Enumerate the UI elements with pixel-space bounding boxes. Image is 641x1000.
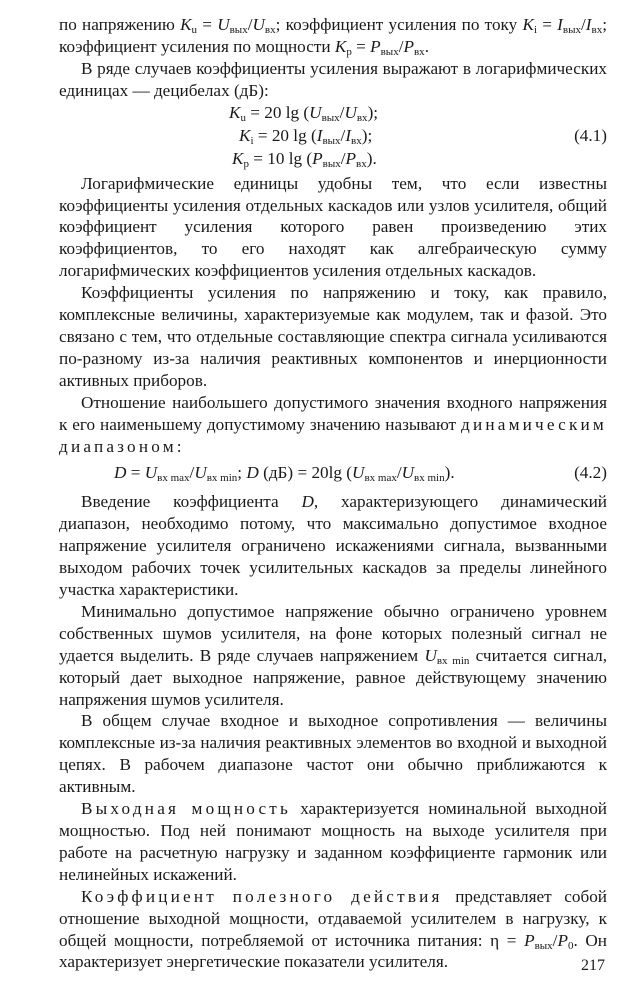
paragraph-8: В общем случае входное и выходное сопротивления — величины комплексные из-за наличия реактивных элементов во входной и выходной цепях. В рабочем диапазоне частот они обычно приближаются к активным. xyxy=(59,711,607,797)
equation-4-2: $D = U_{вх max}/U_{вх min}$; D (дБ) = 20lg $(U_{вх max}/U_{вх min})$. (4.2) xyxy=(114,463,607,485)
term-efficiency: Коэффициент полезного действия xyxy=(81,886,443,906)
paragraph-6: Введение коэффициента D, характеризующего динамический диапазон, необходимо потому, что максимально допустимое входное напряжение усилителя ограничено искажениями сигнала, вызванными выходом рабочих точек усилительных каскадов за пределы линейного участка характеристики. xyxy=(59,492,608,600)
paragraph-1: по напряжению $K_u = U_{вых}/U_{вх}$; коэффициент усиления по току $K_i = I_{вых}/I_{вх}$; коэффициент усиления по мощности $K_p = P_{вых}/P_{вх}$. xyxy=(59,15,607,58)
equation-number-4-1: (4.1) xyxy=(574,125,607,145)
page-body xyxy=(59,14,607,973)
term-dynamic-range: динамическим диапазоном xyxy=(59,414,607,456)
equation-line-kp: $K_p = 10$ $\lg (P_{вых}/P_{вх})$. xyxy=(232,148,377,170)
page-number: 217 xyxy=(581,957,605,974)
paragraph-7: Минимально допустимое напряжение обычно ограничено уровнем собственных шумов усилителя, на фоне которых полезный сигнал не удается выделить. В ряде случаев напряжением $U_{вх min}$ считается сигнал, который дает выходное напряжение, равное действующему значению напряжения шумов усилителя. xyxy=(59,601,608,709)
paragraph-3: Логарифмические единицы удобны тем, что если известны коэффициенты усиления отдельных каскадов или узлов усилителя, общий коэффициент усиления которого равен произведению этих коэффициентов, то его находят как алгебраическую сумму логарифмических коэффициентов усиления отдельных каскадов. xyxy=(59,173,607,281)
equation-line-ki: $K_i = 20$ $\lg (I_{вых}/I_{вх})$; xyxy=(239,125,373,147)
paragraph-10: Коэффициент полезного действия представляет собой отношение выходной мощности, отдаваемой усилителем в нагрузку, к общей мощности, потребляемой от источника питания: $\eta = P_{вых}/P_0$. Он характеризует энергетические показатели усилителя. xyxy=(59,886,607,972)
paragraph-4: Коэффициенты усиления по напряжению и току, как правило, комплексные величины, характеризуемые как модулем, так и фазой. Это связано с тем, что отдельные составляющие спектра сигнала усиливаются по-разному из-за наличия реактивных компонентов и инерционности активных приборов. xyxy=(59,283,607,390)
term-output-power: Выходная мощность xyxy=(81,799,292,819)
paragraph-9: Выходная мощность характеризуется номинальной выходной мощностью. Под ней понимают мощность на выходе усилителя при работе на расчетную нагрузку и заданном коэффициенте гармоник или нелинейных искажений. xyxy=(59,799,607,884)
paragraph-2: В ряде случаев коэффициенты усиления выражают в логарифмических единицах — децибелах (дБ): xyxy=(59,58,607,100)
equation-4-1 xyxy=(59,102,607,171)
equation-line-ku: $K_u = 20$ $\lg (U_{вых}/U_{вх})$; xyxy=(229,102,379,124)
equation-number-4-2: (4.2) xyxy=(574,463,607,483)
paragraph-5: Отношение наибольшего допустимого значения входного напряжения к его наименьшему допустимому значению называют динамическим диапазоном: xyxy=(59,392,607,456)
